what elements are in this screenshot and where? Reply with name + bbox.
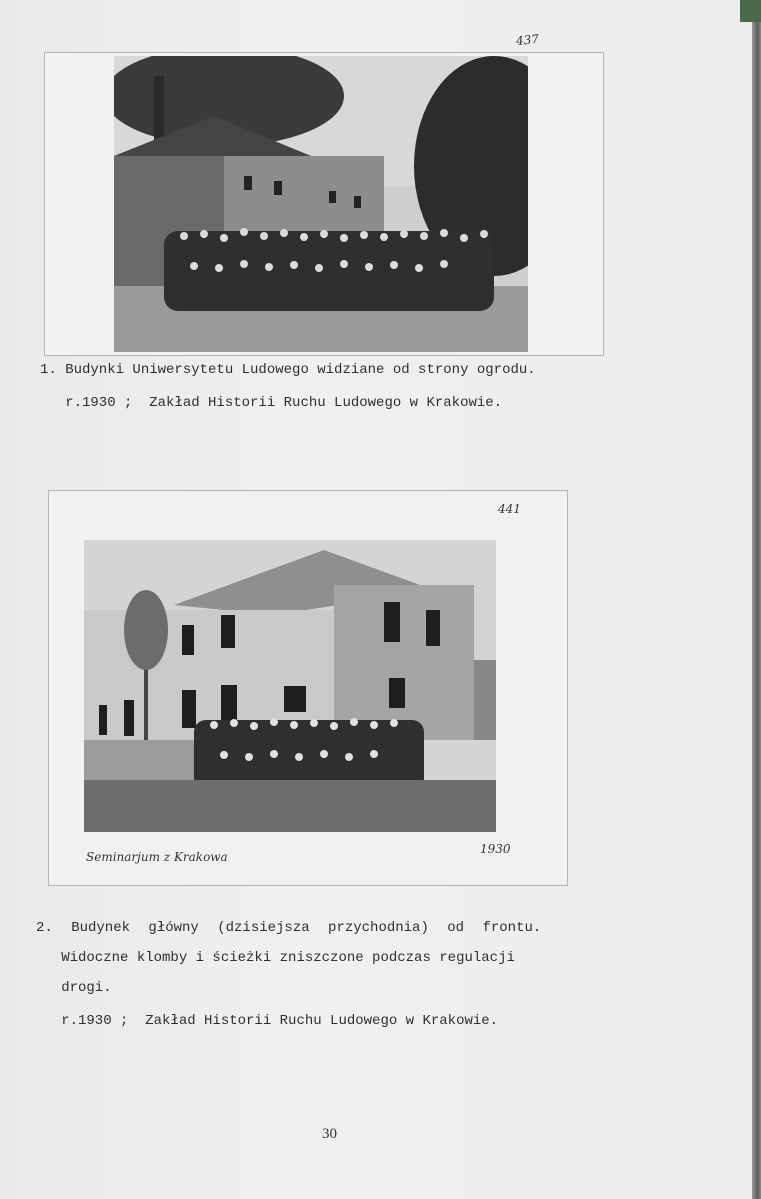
photo-1-caption-line-2: r.1930 ; Zakład Historii Ruchu Ludowego w Krakowie. bbox=[40, 395, 503, 411]
photo-1-archive-number: 437 bbox=[515, 31, 540, 49]
photo-2-main-building bbox=[84, 540, 496, 832]
photo-2-archive-number: 441 bbox=[498, 502, 521, 516]
photo-2-image bbox=[84, 540, 496, 832]
page-corner bbox=[740, 0, 761, 22]
page-number: 30 bbox=[322, 1126, 337, 1142]
page-edge-shadow bbox=[752, 0, 761, 1199]
photo-2-caption-line-3: drogi. bbox=[36, 980, 112, 996]
photo-1-caption-line-1: 1. Budynki Uniwersytetu Ludowego widziane od strony ogrodu. bbox=[40, 362, 536, 378]
photo-2-handwritten-year: 1930 bbox=[480, 842, 511, 856]
photo-2-caption-line-2: Widoczne klomby i ścieżki zniszczone podczas regulacji bbox=[36, 950, 515, 966]
photo-1-image bbox=[114, 56, 528, 352]
photo-2-caption-line-1: 2. Budynek główny (dzisiejsza przychodnia) od frontu. bbox=[36, 920, 542, 936]
photo-1-university-buildings bbox=[114, 56, 528, 352]
photo-2-caption-line-4: r.1930 ; Zakład Historii Ruchu Ludowego w Krakowie. bbox=[36, 1013, 499, 1029]
photo-2-handwritten-label: Seminarjum z Krakowa bbox=[86, 850, 228, 864]
